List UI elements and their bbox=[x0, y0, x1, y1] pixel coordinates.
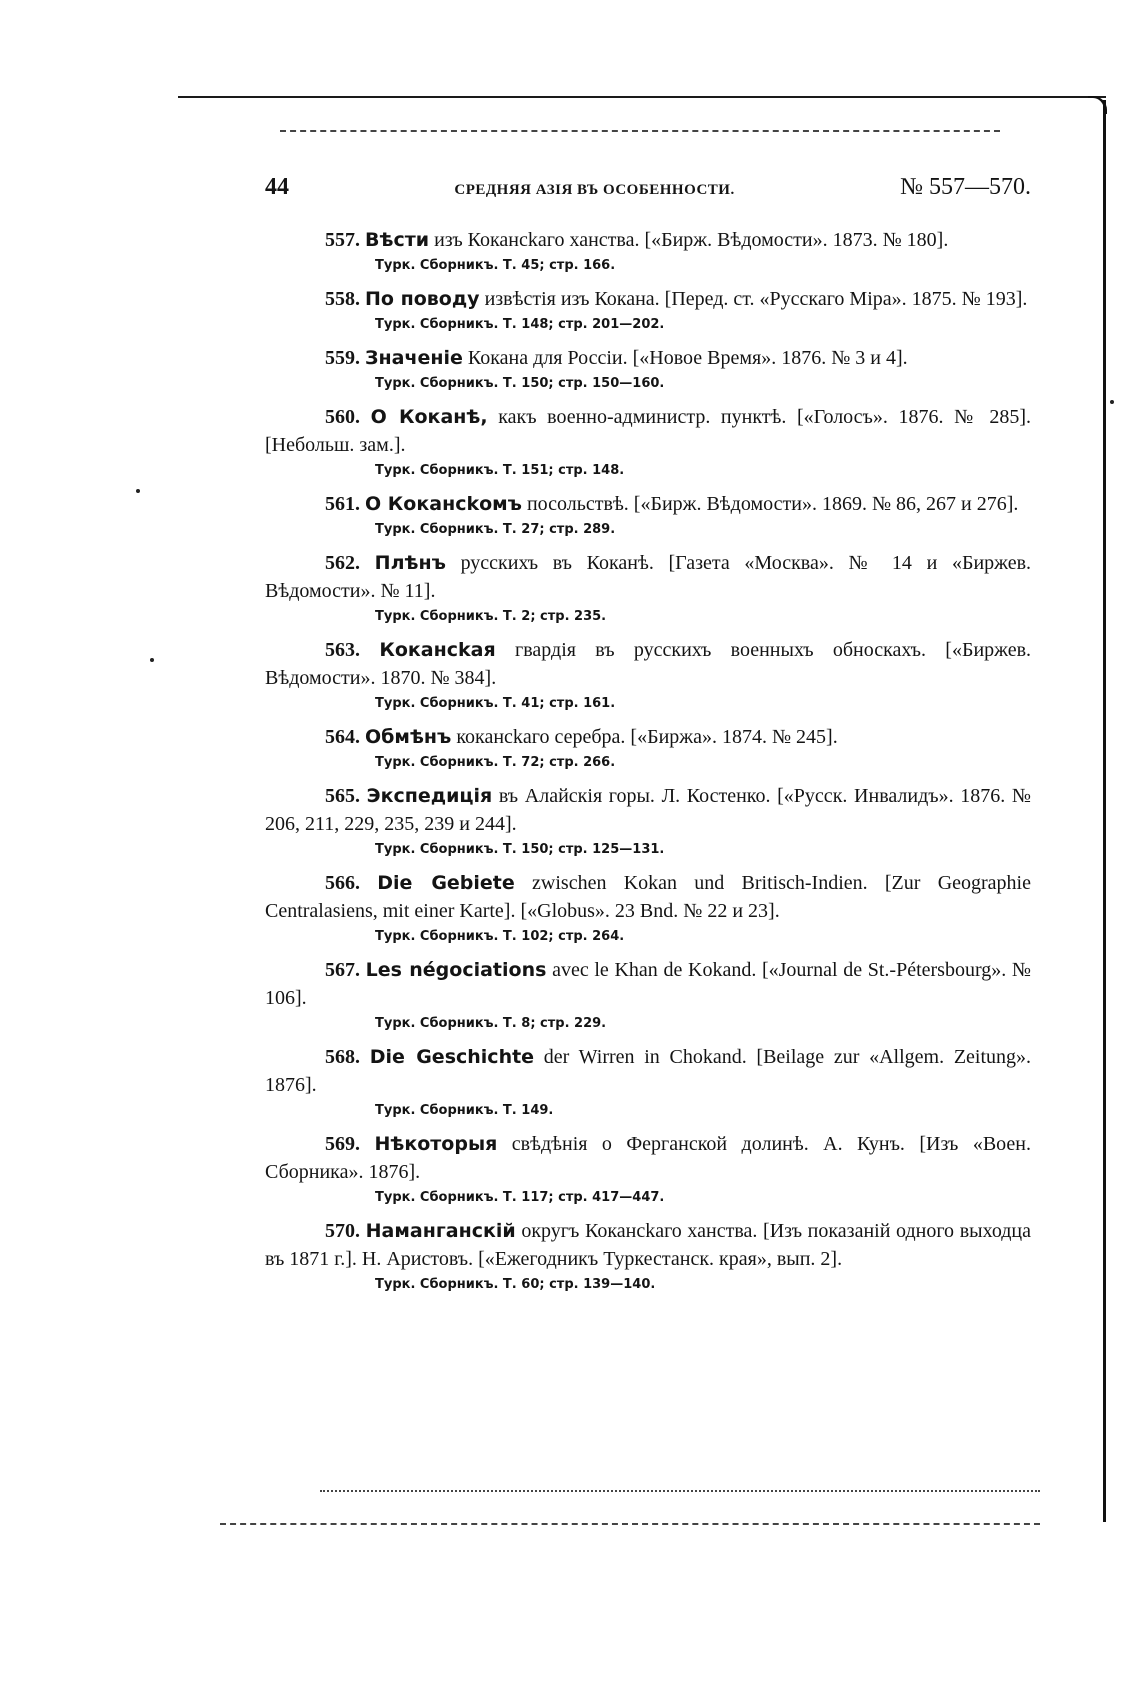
entry-keyword: Die Gebiete bbox=[377, 872, 515, 894]
entry-body: гвардія въ русскихъ военныхъ обноскахъ. [«Биржев. Вѣдомости». 1870. № 384]. bbox=[265, 639, 1032, 689]
entry-number: 562. bbox=[325, 552, 360, 574]
entry-563 bbox=[265, 636, 1031, 714]
entry-source: Турк. Сборникъ. Т. 8; стр. 229. bbox=[375, 1016, 607, 1031]
entry-569 bbox=[265, 1130, 1031, 1208]
margin-speck bbox=[1110, 400, 1114, 404]
entry-number: 561. bbox=[325, 493, 360, 515]
entry-number: 570. bbox=[325, 1220, 360, 1242]
entry-keyword: Вѣсти bbox=[365, 229, 430, 251]
entry-number: 558. bbox=[325, 288, 360, 310]
entry-keyword: Обмѣнъ bbox=[365, 726, 452, 748]
entry-text bbox=[265, 285, 1031, 313]
entry-keyword: О Коканѣ, bbox=[370, 406, 488, 428]
entry-source: Турк. Сборникъ. Т. 72; стр. 266. bbox=[375, 755, 616, 770]
page-frame-right bbox=[1103, 100, 1106, 1522]
entry-body: извѣстія изъ Кокана. [Перед. ст. «Русскаго Міра». 1875. № 193]. bbox=[484, 288, 1028, 310]
entry-body: avec le Khan de Kokand. [«Journal de St.-Pétersbourg». № 106]. bbox=[265, 959, 1032, 1009]
entry-562 bbox=[265, 549, 1031, 627]
entry-body: въ Алайскія горы. Л. Костенко. [«Русск. Инвалидъ». 1876. № 206, 211, 229, 235, 239 и 244]. bbox=[265, 785, 1031, 835]
entry-keyword: Наманганскій bbox=[365, 1220, 516, 1242]
entry-keyword: Плѣнъ bbox=[374, 552, 446, 574]
entry-text bbox=[265, 549, 1031, 605]
entry-source: Турк. Сборникъ. Т. 148; стр. 201—202. bbox=[375, 317, 665, 332]
entry-number: 564. bbox=[325, 726, 360, 748]
entry-source: Турк. Сборникъ. Т. 27; стр. 289. bbox=[375, 522, 616, 537]
entry-source: Турк. Сборникъ. Т. 151; стр. 148. bbox=[375, 463, 625, 478]
bottom-dashed-rule bbox=[320, 1490, 1040, 1492]
entry-number: 567. bbox=[325, 959, 360, 981]
entry-558 bbox=[265, 285, 1031, 335]
entry-source: Турк. Сборникъ. Т. 60; стр. 139—140. bbox=[375, 1277, 656, 1292]
entry-number: 565. bbox=[325, 785, 360, 807]
entry-keyword: О Кокансkомъ bbox=[365, 493, 522, 515]
entry-text bbox=[265, 723, 1031, 751]
running-title: СРЕДНЯЯ АЗІЯ ВЪ ОСОБЕННОСТИ. bbox=[454, 182, 735, 198]
margin-speck bbox=[136, 489, 140, 493]
entry-keyword: Кокансkая bbox=[379, 639, 496, 661]
entry-keyword: Die Geschichte bbox=[369, 1046, 535, 1068]
entry-body: кокансkаго серебра. [«Биржа». 1874. № 245]. bbox=[456, 726, 838, 748]
entry-570 bbox=[265, 1217, 1031, 1295]
entry-text bbox=[265, 1043, 1031, 1099]
entry-text bbox=[265, 344, 1031, 372]
bottom-dashed-rule-lower bbox=[220, 1523, 1040, 1525]
entry-source: Турк. Сборникъ. Т. 150; стр. 125—131. bbox=[375, 842, 665, 857]
entry-source: Турк. Сборникъ. Т. 2; стр. 235. bbox=[375, 609, 607, 624]
entry-body: какъ военно-администр. пунктѣ. [«Голосъ». 1876. № 285]. [Небольш. зам.]. bbox=[265, 406, 1032, 456]
entry-number: 560. bbox=[325, 406, 360, 428]
entry-keyword: Экспедиція bbox=[366, 785, 493, 807]
entry-number: 557. bbox=[325, 229, 360, 251]
entry-560 bbox=[265, 403, 1031, 481]
entry-number: 559. bbox=[325, 347, 360, 369]
page-number: 44 bbox=[265, 174, 289, 200]
entry-557 bbox=[265, 226, 1031, 276]
entry-source: Турк. Сборникъ. Т. 45; стр. 166. bbox=[375, 258, 616, 273]
entry-keyword: Значеніе bbox=[365, 347, 463, 369]
entry-568 bbox=[265, 1043, 1031, 1121]
entry-text bbox=[265, 1217, 1031, 1273]
entry-source: Турк. Сборникъ. Т. 117; стр. 417—447. bbox=[375, 1190, 665, 1205]
entry-source: Турк. Сборникъ. Т. 150; стр. 150—160. bbox=[375, 376, 665, 391]
entry-text bbox=[265, 869, 1031, 925]
entry-559 bbox=[265, 344, 1031, 394]
entry-keyword: Les négociations bbox=[365, 959, 547, 981]
running-header bbox=[265, 174, 1031, 208]
entry-text bbox=[265, 782, 1031, 838]
entry-body: Кокана для Россіи. [«Новое Время». 1876. № 3 и 4]. bbox=[467, 347, 908, 369]
entry-body: русскихъ въ Коканѣ. [Газета «Москва». № 14 и «Биржев. Вѣдомости». № 11]. bbox=[265, 552, 1032, 602]
entry-number: 568. bbox=[325, 1046, 360, 1068]
entry-source: Турк. Сборникъ. Т. 41; стр. 161. bbox=[375, 696, 616, 711]
entry-561 bbox=[265, 490, 1031, 540]
entry-565 bbox=[265, 782, 1031, 860]
entry-body: zwischen Kokan und Britisch-Indien. [Zur Geographie Centralasiens, mit einer Karte]. [«Globus». 23 Bnd. № 22 и 23]. bbox=[265, 872, 1031, 922]
entry-range: № 557—570. bbox=[900, 174, 1031, 200]
entry-body: der Wirren in Chokand. [Beilage zur «Allgem. Zeitung». 1876]. bbox=[265, 1046, 1032, 1096]
entry-text bbox=[265, 956, 1031, 1012]
margin-speck bbox=[150, 658, 154, 662]
entry-number: 563. bbox=[325, 639, 360, 661]
bibliography-entries bbox=[265, 226, 1031, 1304]
entry-source: Турк. Сборникъ. Т. 149. bbox=[375, 1103, 554, 1118]
top-dashed-rule bbox=[280, 130, 1000, 132]
entry-keyword: Нѣкоторыя bbox=[374, 1133, 498, 1155]
page-frame-top bbox=[178, 96, 1106, 98]
entry-567 bbox=[265, 956, 1031, 1034]
entry-body: посольствѣ. [«Бирж. Вѣдомости». 1869. № 86, 267 и 276]. bbox=[526, 493, 1019, 515]
entry-body: изъ Кокансkаго ханства. [«Бирж. Вѣдомости». 1873. № 180]. bbox=[434, 229, 949, 251]
entry-body: округъ Кокансkаго ханства. [Изъ показаній одного выходца въ 1871 г.]. Н. Аристовъ. [«Ежегодникъ Туркестанск. края», вып. 2]. bbox=[265, 1220, 1031, 1270]
entry-source: Турк. Сборникъ. Т. 102; стр. 264. bbox=[375, 929, 625, 944]
entry-number: 569. bbox=[325, 1133, 360, 1155]
entry-number: 566. bbox=[325, 872, 360, 894]
entry-564 bbox=[265, 723, 1031, 773]
entry-text bbox=[265, 403, 1031, 459]
entry-text bbox=[265, 490, 1031, 518]
entry-text bbox=[265, 636, 1031, 692]
entry-keyword: По поводу bbox=[365, 288, 480, 310]
entry-566 bbox=[265, 869, 1031, 947]
entry-text bbox=[265, 1130, 1031, 1186]
entry-text bbox=[265, 226, 1031, 254]
entry-body: свѣдѣнія о Ферганской долинѣ. А. Кунъ. [Изъ «Воен. Сборника». 1876]. bbox=[265, 1133, 1031, 1183]
